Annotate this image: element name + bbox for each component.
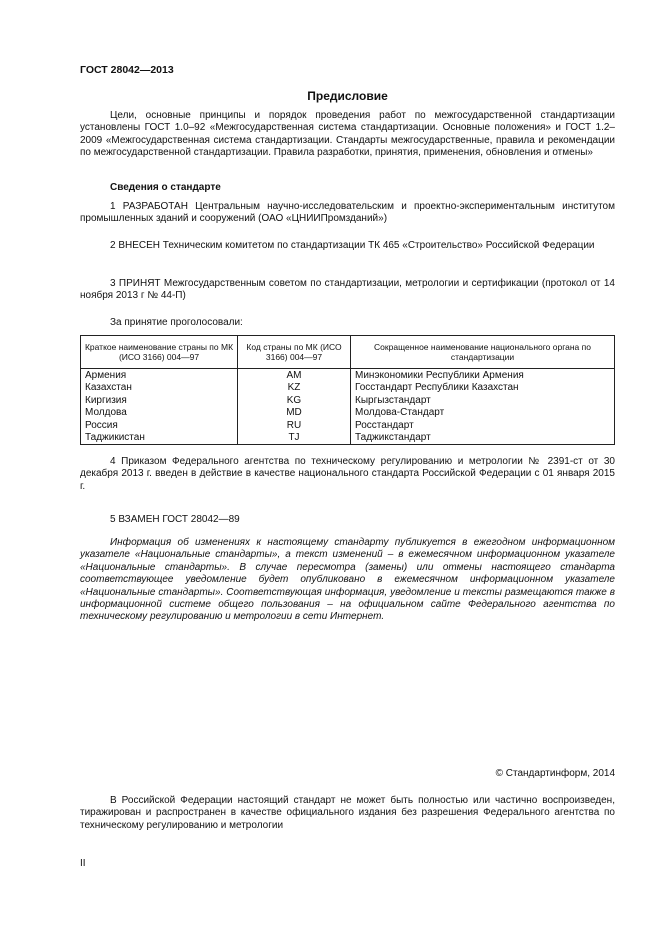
code-cell: KG xyxy=(238,395,351,407)
page-number: II xyxy=(80,858,86,869)
item-introduced: 2 ВНЕСЕН Техническим комитетом по стандартизации ТК 465 «Строительство» Российской Федерации xyxy=(110,240,595,251)
copyright: © Стандартинформ, 2014 xyxy=(495,768,615,779)
intro-paragraph: Цели, основные принципы и порядок проведения работ по межгосударственной стандартизации установлены ГОСТ 1.0–92 «Межгосударственная система стандартизации. Основные положения» и ГОСТ 1.2–2009 «Межгосударственная система стандартизации. Стандарты межгосударственные, правила и рекомендации по межгосударственной стандартизации. Правила разработки, принятия, применения, обновления и отмены» xyxy=(80,110,615,159)
table-row xyxy=(81,369,615,383)
item-adopted: 3 ПРИНЯТ Межгосударственным советом по стандартизации, метрологии и сертификации (протокол от 14 ноября 2013 г № 44-П) xyxy=(80,278,615,302)
code-cell: TJ xyxy=(238,432,351,445)
voting-countries-table xyxy=(80,335,615,445)
column-header-country: Краткое наименование страны по МК (ИСО 3166) 004—97 xyxy=(81,336,238,369)
reproduction-restriction: В Российской Федерации настоящий стандарт не может быть полностью или частично воспроизведен, тиражирован и распространен в качестве официального издания без разрешения Федерального агентства по техническому регулированию и метрологии xyxy=(80,795,615,831)
column-header-body: Сокращенное наименование национального органа по стандартизации xyxy=(351,336,615,369)
table-row xyxy=(81,407,615,419)
country-cell: Россия xyxy=(81,420,238,432)
code-cell: KZ xyxy=(238,382,351,394)
body-cell: Таджикстандарт xyxy=(351,432,615,445)
table-row xyxy=(81,382,615,394)
document-id-header: ГОСТ 28042—2013 xyxy=(80,64,174,76)
country-cell: Таджикистан xyxy=(81,432,238,445)
table-row xyxy=(81,432,615,445)
column-header-code: Код страны по МК (ИСО 3166) 004—97 xyxy=(238,336,351,369)
section-heading: Сведения о стандарте xyxy=(110,182,221,193)
body-cell: Росстандарт xyxy=(351,420,615,432)
code-cell: MD xyxy=(238,407,351,419)
table-row xyxy=(81,420,615,432)
changes-notice: Информация об изменениях к настоящему стандарту публикуется в ежегодном информационном указателе «Национальные стандарты», а текст изменений – в ежемесячном информационном указателе «Национальные стандарты». В случае пересмотра (замены) или отмены настоящего стандарта соответствующее уведомление будет опубликовано в ежемесячном информационном указателе «Национальные стандарты». Соответствующая информация, уведомление и тексты размещаются также в информационной системе общего пользования – на официальном сайте Федерального агентства по техническому регулированию и метрологии в сети Интернет. xyxy=(80,537,615,623)
country-cell: Казахстан xyxy=(81,382,238,394)
code-cell: AM xyxy=(238,369,351,383)
country-cell: Армения xyxy=(81,369,238,383)
page-title: Предисловие xyxy=(307,89,388,103)
body-cell: Молдова-Стандарт xyxy=(351,407,615,419)
country-cell: Киргизия xyxy=(81,395,238,407)
table-row xyxy=(81,395,615,407)
voted-label: За принятие проголосовали: xyxy=(110,317,243,328)
item-replaces: 5 ВЗАМЕН ГОСТ 28042—89 xyxy=(110,514,240,525)
code-cell: RU xyxy=(238,420,351,432)
country-cell: Молдова xyxy=(81,407,238,419)
body-cell: Минэкономики Республики Армения xyxy=(351,369,615,383)
body-cell: Госстандарт Республики Казахстан xyxy=(351,382,615,394)
item-enacted: 4 Приказом Федерального агентства по техническому регулированию и метрологии № 2391-ст от 30 декабря 2013 г. введен в действие в качестве национального стандарта Российской Федерации с 01 января 2015 г. xyxy=(80,456,615,492)
body-cell: Кыргызстандарт xyxy=(351,395,615,407)
table-header-row xyxy=(81,336,615,369)
item-developed: 1 РАЗРАБОТАН Центральным научно-исследовательским и проектно-экспериментальным институтом промышленных зданий и сооружений (ОАО «ЦНИИПромзданий») xyxy=(80,201,615,225)
